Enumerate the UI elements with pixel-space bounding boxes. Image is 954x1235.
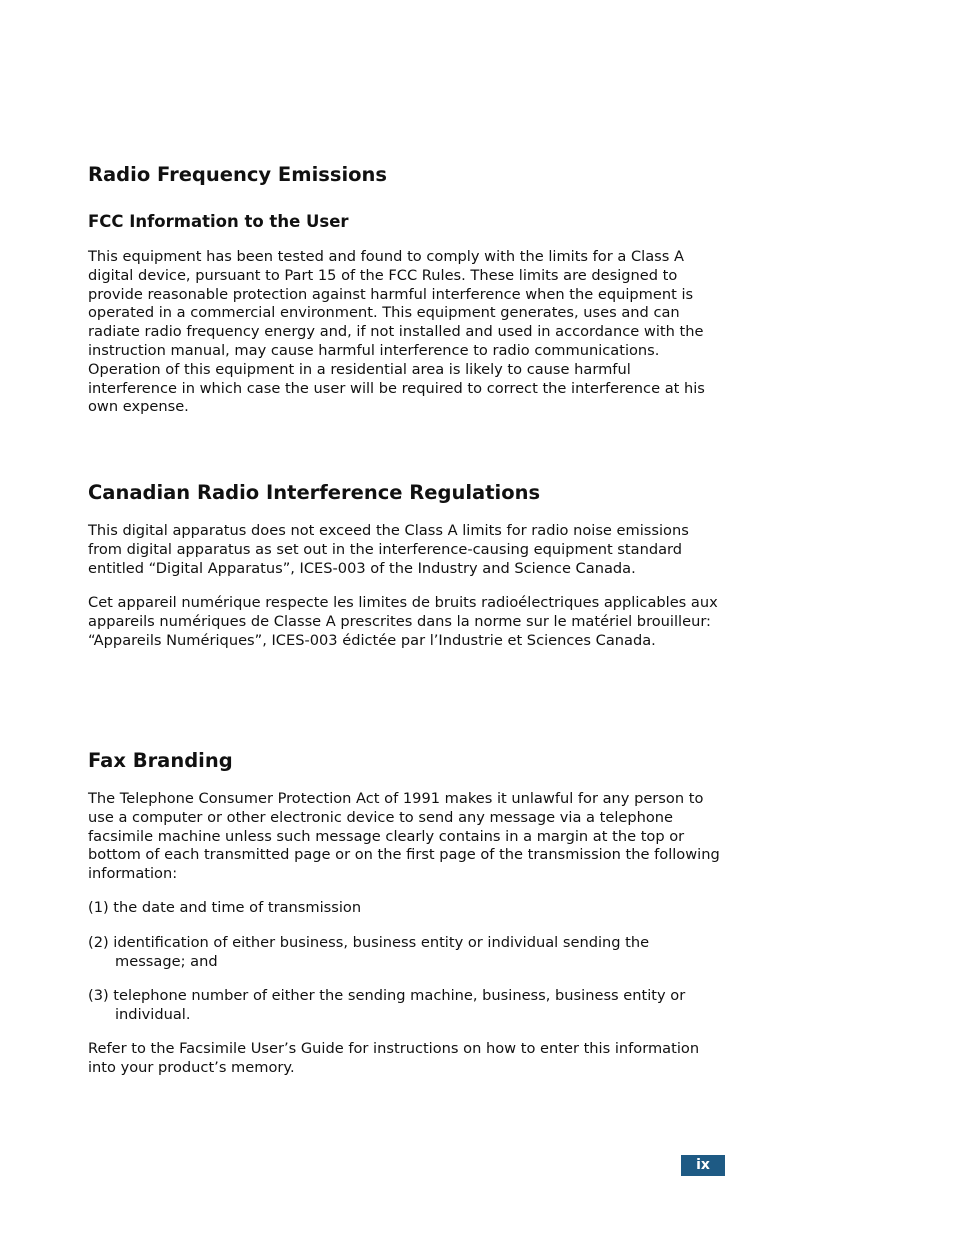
heading-fax-branding: Fax Branding	[88, 749, 233, 772]
text-line: digital device, pursuant to Part 15 of the FCC Rules. These limits are designed to	[88, 266, 678, 284]
text-line: operated in a commercial environment. This equipment generates, uses and can	[88, 304, 680, 322]
text-line: individual.	[115, 1005, 191, 1023]
text-line: own expense.	[88, 398, 189, 416]
text-line: message; and	[115, 952, 218, 970]
text-line: (2) identification of either business, business entity or individual sending the	[88, 934, 650, 951]
text-line: information:	[88, 865, 178, 883]
heading-canadian-radio-interference: Canadian Radio Interference Regulations	[88, 481, 541, 504]
text-line: interference in which case the user will be required to correct the interference at his	[88, 379, 705, 397]
text-line: Cet appareil numérique respecte les limites de bruits radioélectriques applicables aux	[88, 594, 718, 611]
text-line: from digital apparatus as set out in the interference-causing equipment standard	[88, 540, 683, 558]
list-item-telephone-number	[88, 987, 728, 1025]
text-line: appareils numériques de Classe A prescrites dans la norme sur le matériel brouilleur:	[88, 612, 711, 630]
text-line: This equipment has been tested and found to comply with the limits for a Class A	[88, 248, 684, 265]
text-line: radiate radio frequency energy and, if not installed and used in accordance with the	[88, 323, 704, 341]
text-line: Operation of this equipment in a residential area is likely to cause harmful	[88, 360, 631, 378]
list-item-date-time	[88, 899, 728, 918]
paragraph-fax-intro	[88, 790, 728, 884]
text-line: use a computer or other electronic device to send any message via a telephone	[88, 808, 674, 826]
page-number-badge: ix	[681, 1155, 725, 1176]
paragraph-canadian-french	[88, 594, 728, 650]
text-line: Refer to the Facsimile User’s Guide for instructions on how to enter this information	[88, 1040, 700, 1057]
text-line: bottom of each transmitted page or on the first page of the transmission the following	[88, 846, 720, 864]
text-line: “Appareils Numériques”, ICES-003 édictée par l’Industrie et Sciences Canada.	[88, 631, 656, 649]
text-line: provide reasonable protection against harmful interference when the equipment is	[88, 285, 694, 303]
text-line: entitled “Digital Apparatus”, ICES-003 of the Industry and Science Canada.	[88, 559, 636, 577]
text-line: The Telephone Consumer Protection Act of 1991 makes it unlawful for any person to	[88, 790, 704, 807]
text-line: into your product’s memory.	[88, 1058, 295, 1076]
text-line: This digital apparatus does not exceed the Class A limits for radio noise emissions	[88, 522, 689, 539]
heading-radio-frequency-emissions: Radio Frequency Emissions	[88, 163, 388, 186]
list-item-identification	[88, 934, 728, 972]
subheading-fcc-information: FCC Information to the User	[88, 212, 349, 231]
text-line: (3) telephone number of either the sending machine, business, business entity or	[88, 987, 686, 1004]
paragraph-canadian-english	[88, 522, 728, 578]
paragraph-fcc-information	[88, 248, 728, 417]
text-line: instruction manual, may cause harmful interference to radio communications.	[88, 341, 660, 359]
paragraph-fax-closing	[88, 1040, 728, 1078]
text-line: (1) the date and time of transmission	[88, 899, 362, 916]
text-line: facsimile machine unless such message clearly contains in a margin at the top or	[88, 827, 685, 845]
